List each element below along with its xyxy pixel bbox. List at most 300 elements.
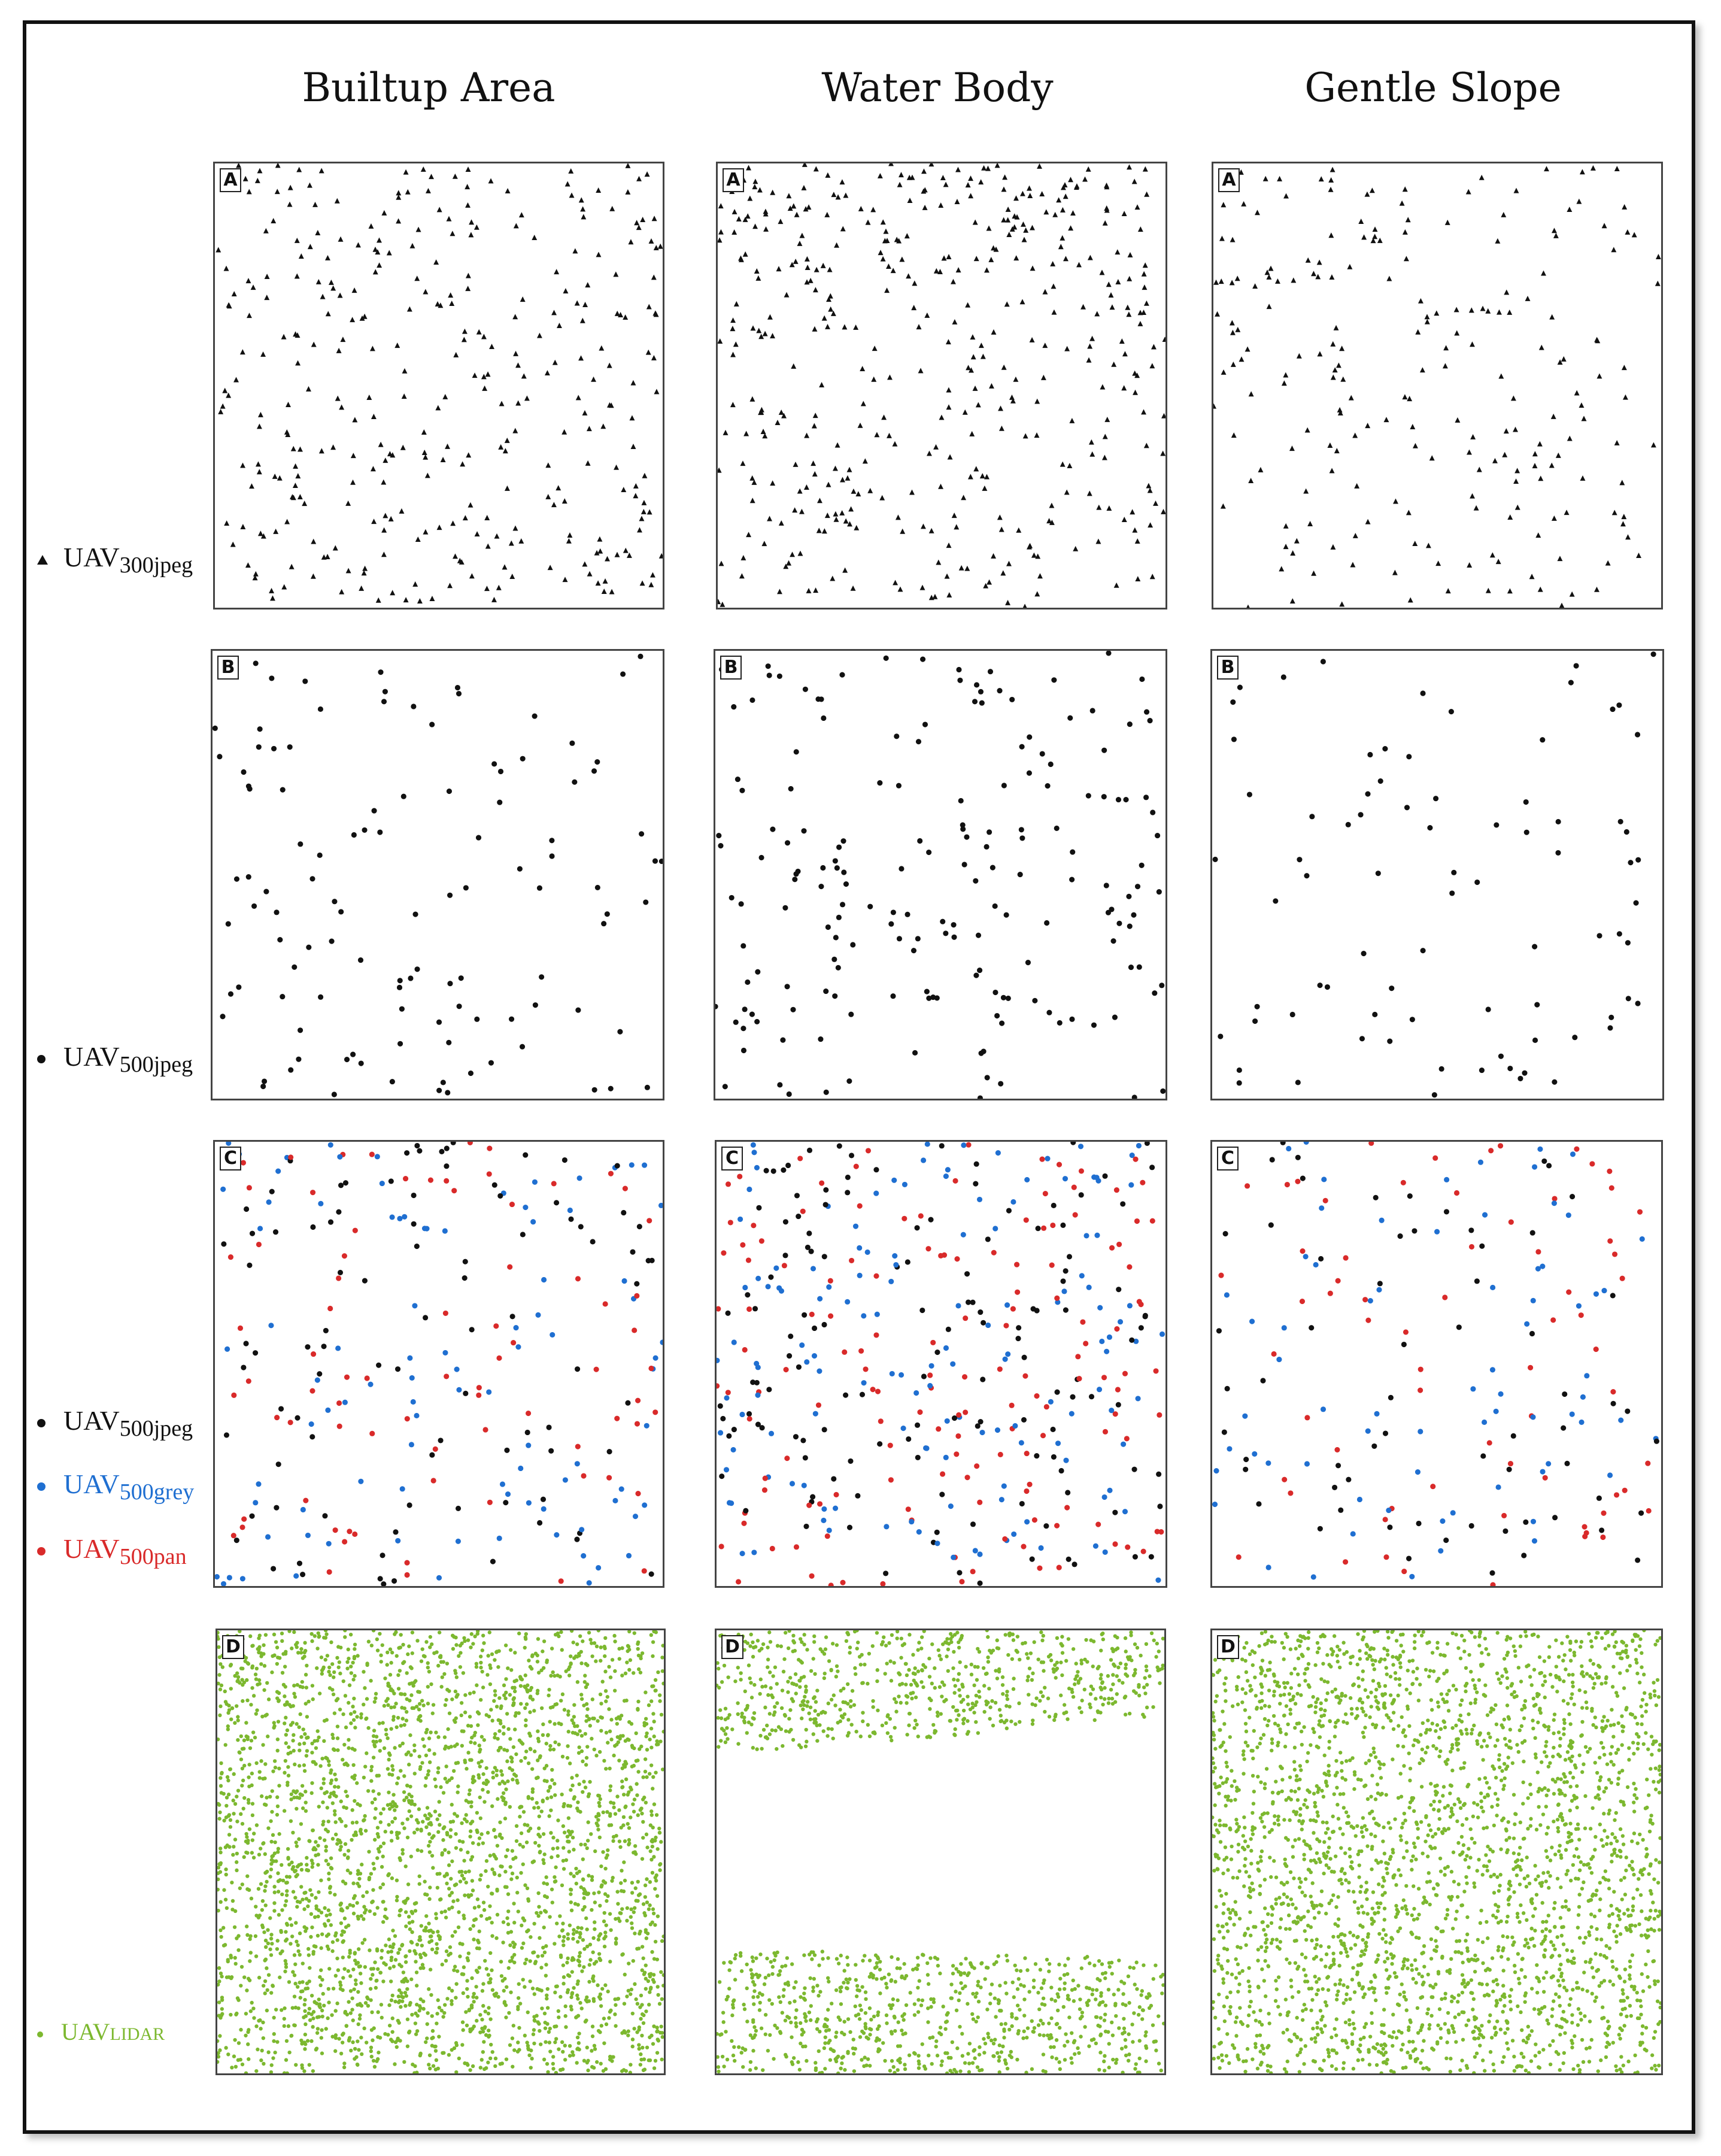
point-mark (481, 1841, 485, 1845)
point-mark (283, 1771, 286, 1775)
point-mark (423, 454, 428, 460)
point-mark (1607, 1169, 1612, 1174)
point-mark (562, 1935, 566, 1939)
point-mark (614, 1416, 620, 1421)
point-mark (1638, 1511, 1644, 1516)
point-mark (1087, 490, 1092, 496)
point-mark (493, 1323, 499, 1329)
point-mark (800, 1438, 806, 1443)
point-mark (376, 2057, 380, 2061)
point-mark (369, 1779, 373, 1782)
point-mark (1479, 1244, 1485, 1249)
point-mark (532, 235, 537, 240)
point-mark (609, 1718, 613, 1721)
point-mark (389, 1706, 393, 1709)
point-mark (275, 163, 281, 168)
point-mark (424, 1730, 428, 1734)
point-mark (1080, 304, 1086, 310)
point-mark (435, 1818, 439, 1821)
point-mark (325, 1408, 330, 1413)
point-mark (596, 1828, 600, 1831)
point-mark (847, 1525, 852, 1530)
point-mark (502, 1791, 505, 1795)
point-mark (926, 996, 931, 1001)
point-mark (582, 2059, 586, 2063)
point-mark (940, 1471, 945, 1476)
point-mark (831, 192, 836, 197)
point-mark (845, 1190, 850, 1195)
point-mark (972, 699, 978, 704)
point-mark (1446, 588, 1451, 593)
point-mark (554, 1866, 557, 1869)
point-mark (428, 1178, 433, 1183)
point-mark (1023, 433, 1028, 438)
point-mark (228, 1254, 233, 1260)
point-mark (427, 2063, 430, 2066)
point-mark (293, 1973, 296, 1977)
point-mark (286, 1729, 289, 1732)
point-mark (1156, 1472, 1161, 1477)
point-mark (615, 1722, 619, 1726)
point-mark (1139, 863, 1145, 868)
point-mark (495, 1705, 499, 1708)
point-mark (595, 2060, 599, 2064)
point-mark (1112, 1510, 1118, 1515)
point-mark (821, 1322, 827, 1327)
point-mark (318, 1836, 321, 1840)
point-mark (220, 1771, 223, 1775)
point-mark (1048, 1399, 1054, 1405)
point-mark (458, 1954, 462, 1958)
point-mark (968, 175, 973, 181)
point-mark (1338, 1508, 1343, 1513)
point-mark (853, 325, 858, 330)
point-mark (1409, 1574, 1415, 1579)
point-mark (447, 893, 453, 898)
point-mark (271, 746, 277, 751)
point-mark (999, 1021, 1004, 1026)
point-mark (450, 1860, 454, 1863)
point-cloud (213, 651, 663, 1099)
point-mark (870, 1387, 876, 1392)
point-mark (857, 1273, 863, 1278)
point-mark (517, 1909, 520, 1913)
point-cloud (715, 651, 1165, 1099)
point-mark (561, 1693, 564, 1696)
point-mark (840, 838, 846, 844)
point-mark (1567, 436, 1573, 441)
point-mark (323, 1838, 326, 1842)
point-mark (853, 1224, 858, 1229)
point-mark (1160, 451, 1165, 456)
point-mark (309, 2039, 313, 2043)
point-mark (317, 1997, 321, 2001)
point-mark (456, 1387, 462, 1393)
point-mark (999, 527, 1004, 532)
point-mark (946, 592, 952, 598)
point-mark (1350, 562, 1355, 568)
point-mark (968, 474, 973, 480)
point-mark (514, 1714, 517, 1718)
point-mark (751, 1142, 756, 1148)
point-mark (539, 1966, 543, 1969)
point-mark (511, 1778, 514, 1781)
point-mark (505, 1712, 509, 1715)
point-mark (962, 1374, 967, 1379)
point-mark (393, 1817, 397, 1820)
point-mark (747, 1416, 752, 1421)
point-mark (1564, 1461, 1570, 1466)
point-mark (649, 1699, 653, 1703)
point-mark (1100, 384, 1105, 390)
point-mark (395, 1366, 400, 1372)
point-mark (450, 2002, 453, 2006)
point-mark (1469, 1244, 1474, 1250)
point-mark (351, 1821, 354, 1824)
point-mark (619, 1487, 624, 1492)
point-mark (454, 1996, 457, 1999)
point-mark (811, 460, 816, 466)
point-mark (718, 468, 722, 473)
point-mark (899, 172, 904, 177)
point-mark (332, 1670, 336, 1674)
point-mark (645, 171, 650, 177)
point-mark (1340, 377, 1346, 382)
point-mark (1544, 166, 1549, 171)
point-mark (654, 1771, 657, 1775)
point-mark (311, 1828, 314, 1832)
point-mark (317, 2015, 321, 2018)
point-mark (550, 1855, 553, 1859)
point-mark (649, 1839, 653, 1843)
point-mark (633, 1850, 637, 1854)
point-mark (319, 1946, 323, 1950)
point-mark (462, 1275, 468, 1281)
point-mark (428, 2054, 432, 2057)
point-mark (596, 1984, 599, 1987)
point-mark (471, 1642, 475, 1645)
point-mark (268, 1323, 274, 1328)
point-mark (613, 1744, 617, 1748)
point-mark (1582, 1534, 1588, 1539)
point-mark (1480, 1453, 1486, 1458)
point-mark (1532, 1538, 1537, 1544)
point-mark (816, 1402, 821, 1408)
point-mark (300, 1868, 303, 1872)
point-mark (1024, 1488, 1029, 1494)
point-mark (395, 2045, 399, 2049)
point-mark (974, 682, 979, 687)
point-mark (955, 1303, 961, 1308)
point-mark (951, 935, 957, 940)
point-mark (383, 1704, 386, 1708)
point-mark (1579, 402, 1585, 408)
point-mark (383, 1746, 386, 1750)
point-mark (635, 1421, 640, 1426)
point-mark (626, 1644, 630, 1648)
point-mark (809, 1573, 814, 1579)
point-mark (263, 1884, 267, 1888)
point-mark (245, 1924, 248, 1928)
point-mark (348, 1949, 352, 1952)
point-mark (378, 442, 384, 447)
point-mark (270, 1670, 274, 1674)
point-mark (625, 189, 630, 195)
point-mark (524, 1749, 528, 1753)
point-mark (1304, 1415, 1310, 1420)
point-mark (241, 1364, 246, 1370)
point-mark (598, 1750, 602, 1754)
point-mark (1635, 857, 1641, 863)
point-mark (388, 1673, 392, 1676)
point-mark (468, 1927, 472, 1931)
point-mark (301, 1806, 305, 1810)
point-mark (493, 1732, 497, 1736)
point-mark (1329, 274, 1334, 280)
point-mark (439, 1897, 442, 1901)
point-mark (614, 1812, 617, 1815)
point-mark (653, 1887, 657, 1891)
point-mark (863, 1366, 869, 1372)
point-mark (430, 1854, 434, 1857)
point-mark (1223, 1231, 1228, 1236)
point-mark (1323, 1198, 1328, 1203)
point-mark (739, 1412, 745, 1417)
point-mark (307, 1899, 311, 1903)
point-mark (526, 1887, 529, 1890)
point-mark (537, 886, 542, 891)
point-mark (745, 980, 750, 985)
point-mark (1610, 1293, 1616, 1298)
point-mark (403, 1955, 407, 1958)
point-mark (1149, 1165, 1155, 1170)
point-mark (1307, 521, 1313, 526)
point-mark (810, 1494, 815, 1499)
point-mark (537, 333, 542, 338)
point-mark (468, 1691, 472, 1695)
point-mark (819, 1180, 824, 1185)
point-mark (426, 2022, 429, 2025)
point-mark (540, 2006, 544, 2010)
point-mark (491, 1988, 494, 1992)
point-mark (504, 1643, 508, 1647)
point-mark (813, 287, 818, 292)
point-mark (584, 1732, 587, 1736)
point-mark (1069, 877, 1075, 882)
point-mark (1245, 1183, 1250, 1188)
point-mark (718, 229, 724, 235)
point-mark (479, 1817, 482, 1820)
point-mark (946, 404, 952, 410)
point-mark (1496, 1484, 1501, 1490)
point-mark (409, 1855, 413, 1858)
point-mark (1321, 659, 1326, 664)
point-mark (457, 1925, 460, 1929)
point-mark (275, 1813, 279, 1817)
point-mark (268, 1795, 272, 1799)
panel-letter: A (220, 168, 241, 192)
point-mark (630, 1891, 634, 1894)
point-mark (607, 1449, 612, 1454)
point-mark (865, 1250, 870, 1255)
point-mark (481, 2004, 485, 2008)
point-mark (397, 1687, 400, 1690)
point-mark (1010, 1306, 1016, 1312)
point-mark (559, 1955, 563, 1959)
point-mark (296, 167, 302, 172)
point-mark (1075, 1354, 1080, 1359)
point-mark (1121, 385, 1127, 390)
point-mark (1406, 1555, 1412, 1561)
point-mark (587, 1820, 590, 1824)
point-mark (1129, 1338, 1134, 1343)
point-mark (217, 754, 222, 759)
point-mark (391, 1578, 397, 1584)
point-mark (1039, 1157, 1045, 1162)
point-mark (992, 1226, 998, 1231)
point-mark (367, 1640, 371, 1643)
point-mark (551, 1181, 557, 1186)
point-mark (415, 1827, 419, 1831)
point-mark (767, 672, 772, 678)
point-mark (1596, 933, 1602, 938)
point-mark (644, 1884, 647, 1887)
point-mark (553, 2025, 556, 2028)
point-mark (606, 1848, 609, 1852)
point-mark (541, 1799, 545, 1802)
point-mark (399, 1006, 405, 1012)
point-mark (872, 345, 878, 351)
point-mark (1022, 1355, 1027, 1360)
point-mark (232, 1812, 235, 1815)
point-mark (1336, 362, 1341, 368)
point-mark (1432, 1156, 1438, 1161)
point-mark (840, 226, 846, 231)
point-mark (1487, 1440, 1492, 1445)
point-mark (646, 350, 651, 355)
point-mark (358, 1479, 363, 1484)
point-mark (717, 1358, 720, 1363)
point-mark (1559, 603, 1565, 608)
point-mark (1556, 819, 1561, 824)
point-mark (260, 1084, 266, 1089)
point-mark (387, 1937, 391, 1941)
point-mark (542, 1881, 545, 1885)
point-mark (493, 1736, 496, 1739)
point-mark (296, 1943, 300, 1947)
point-mark (277, 1767, 281, 1770)
point-mark (1504, 289, 1509, 295)
point-mark (980, 473, 985, 478)
point-mark (236, 1715, 239, 1718)
point-mark (301, 1507, 306, 1512)
point-mark (585, 1745, 589, 1748)
point-mark (347, 2000, 350, 2003)
point-mark (344, 1694, 347, 1697)
point-mark (509, 1648, 512, 1652)
point-mark (590, 1875, 594, 1879)
point-mark (397, 1963, 401, 1966)
point-mark (239, 1524, 245, 1530)
point-mark (367, 1850, 371, 1854)
point-mark (973, 878, 978, 884)
point-mark (551, 1836, 555, 1839)
point-mark (918, 1213, 924, 1218)
point-mark (645, 1775, 648, 1779)
point-mark (354, 1982, 357, 1986)
point-mark (952, 1178, 958, 1184)
point-mark (1076, 262, 1082, 267)
point-mark (1237, 685, 1243, 690)
point-mark (1025, 960, 1031, 965)
point-mark (327, 1670, 330, 1673)
point-mark (1570, 1194, 1575, 1199)
point-mark (1270, 1157, 1275, 1162)
point-mark (391, 1793, 395, 1797)
point-mark (1104, 1349, 1109, 1354)
point-mark (718, 843, 723, 848)
point-mark (883, 1570, 888, 1576)
point-mark (476, 329, 482, 335)
point-mark (998, 405, 1003, 411)
point-mark (516, 2040, 520, 2044)
point-mark (293, 1763, 296, 1766)
point-mark (608, 1912, 612, 1916)
point-mark (642, 1902, 645, 1906)
point-mark (224, 266, 229, 271)
point-mark (1102, 1494, 1107, 1500)
point-mark (225, 1796, 229, 1799)
point-mark (1060, 1278, 1066, 1284)
point-mark (351, 1904, 355, 1908)
point-mark (569, 1996, 573, 1999)
point-mark (630, 1249, 635, 1254)
point-mark (1139, 1325, 1144, 1330)
point-mark (384, 1733, 388, 1736)
point-mark (369, 2049, 373, 2053)
point-mark (1523, 1520, 1528, 1525)
point-mark (477, 1946, 481, 1950)
point-mark (621, 1210, 626, 1215)
point-mark (608, 1788, 612, 1792)
point-mark (509, 1017, 514, 1022)
point-mark (488, 1854, 492, 1857)
point-cloud (215, 163, 663, 608)
point-mark (605, 556, 610, 562)
point-mark (442, 1791, 445, 1794)
point-mark (1231, 362, 1236, 367)
point-mark (286, 1847, 290, 1851)
point-mark (821, 263, 826, 268)
point-mark (224, 1743, 227, 1746)
point-mark (441, 2051, 444, 2055)
point-mark (1470, 434, 1476, 439)
point-mark (946, 339, 951, 344)
point-mark (310, 1639, 314, 1643)
point-mark (498, 1821, 502, 1824)
point-mark (1153, 501, 1158, 506)
point-mark (383, 689, 388, 695)
point-mark (508, 1805, 512, 1809)
point-mark (1580, 169, 1585, 174)
point-mark (441, 1675, 444, 1679)
point-mark (430, 1642, 433, 1646)
point-mark (1067, 715, 1073, 721)
point-mark (430, 2014, 434, 2018)
point-mark (580, 206, 585, 211)
point-mark (360, 2052, 363, 2056)
point-mark (302, 2040, 306, 2044)
